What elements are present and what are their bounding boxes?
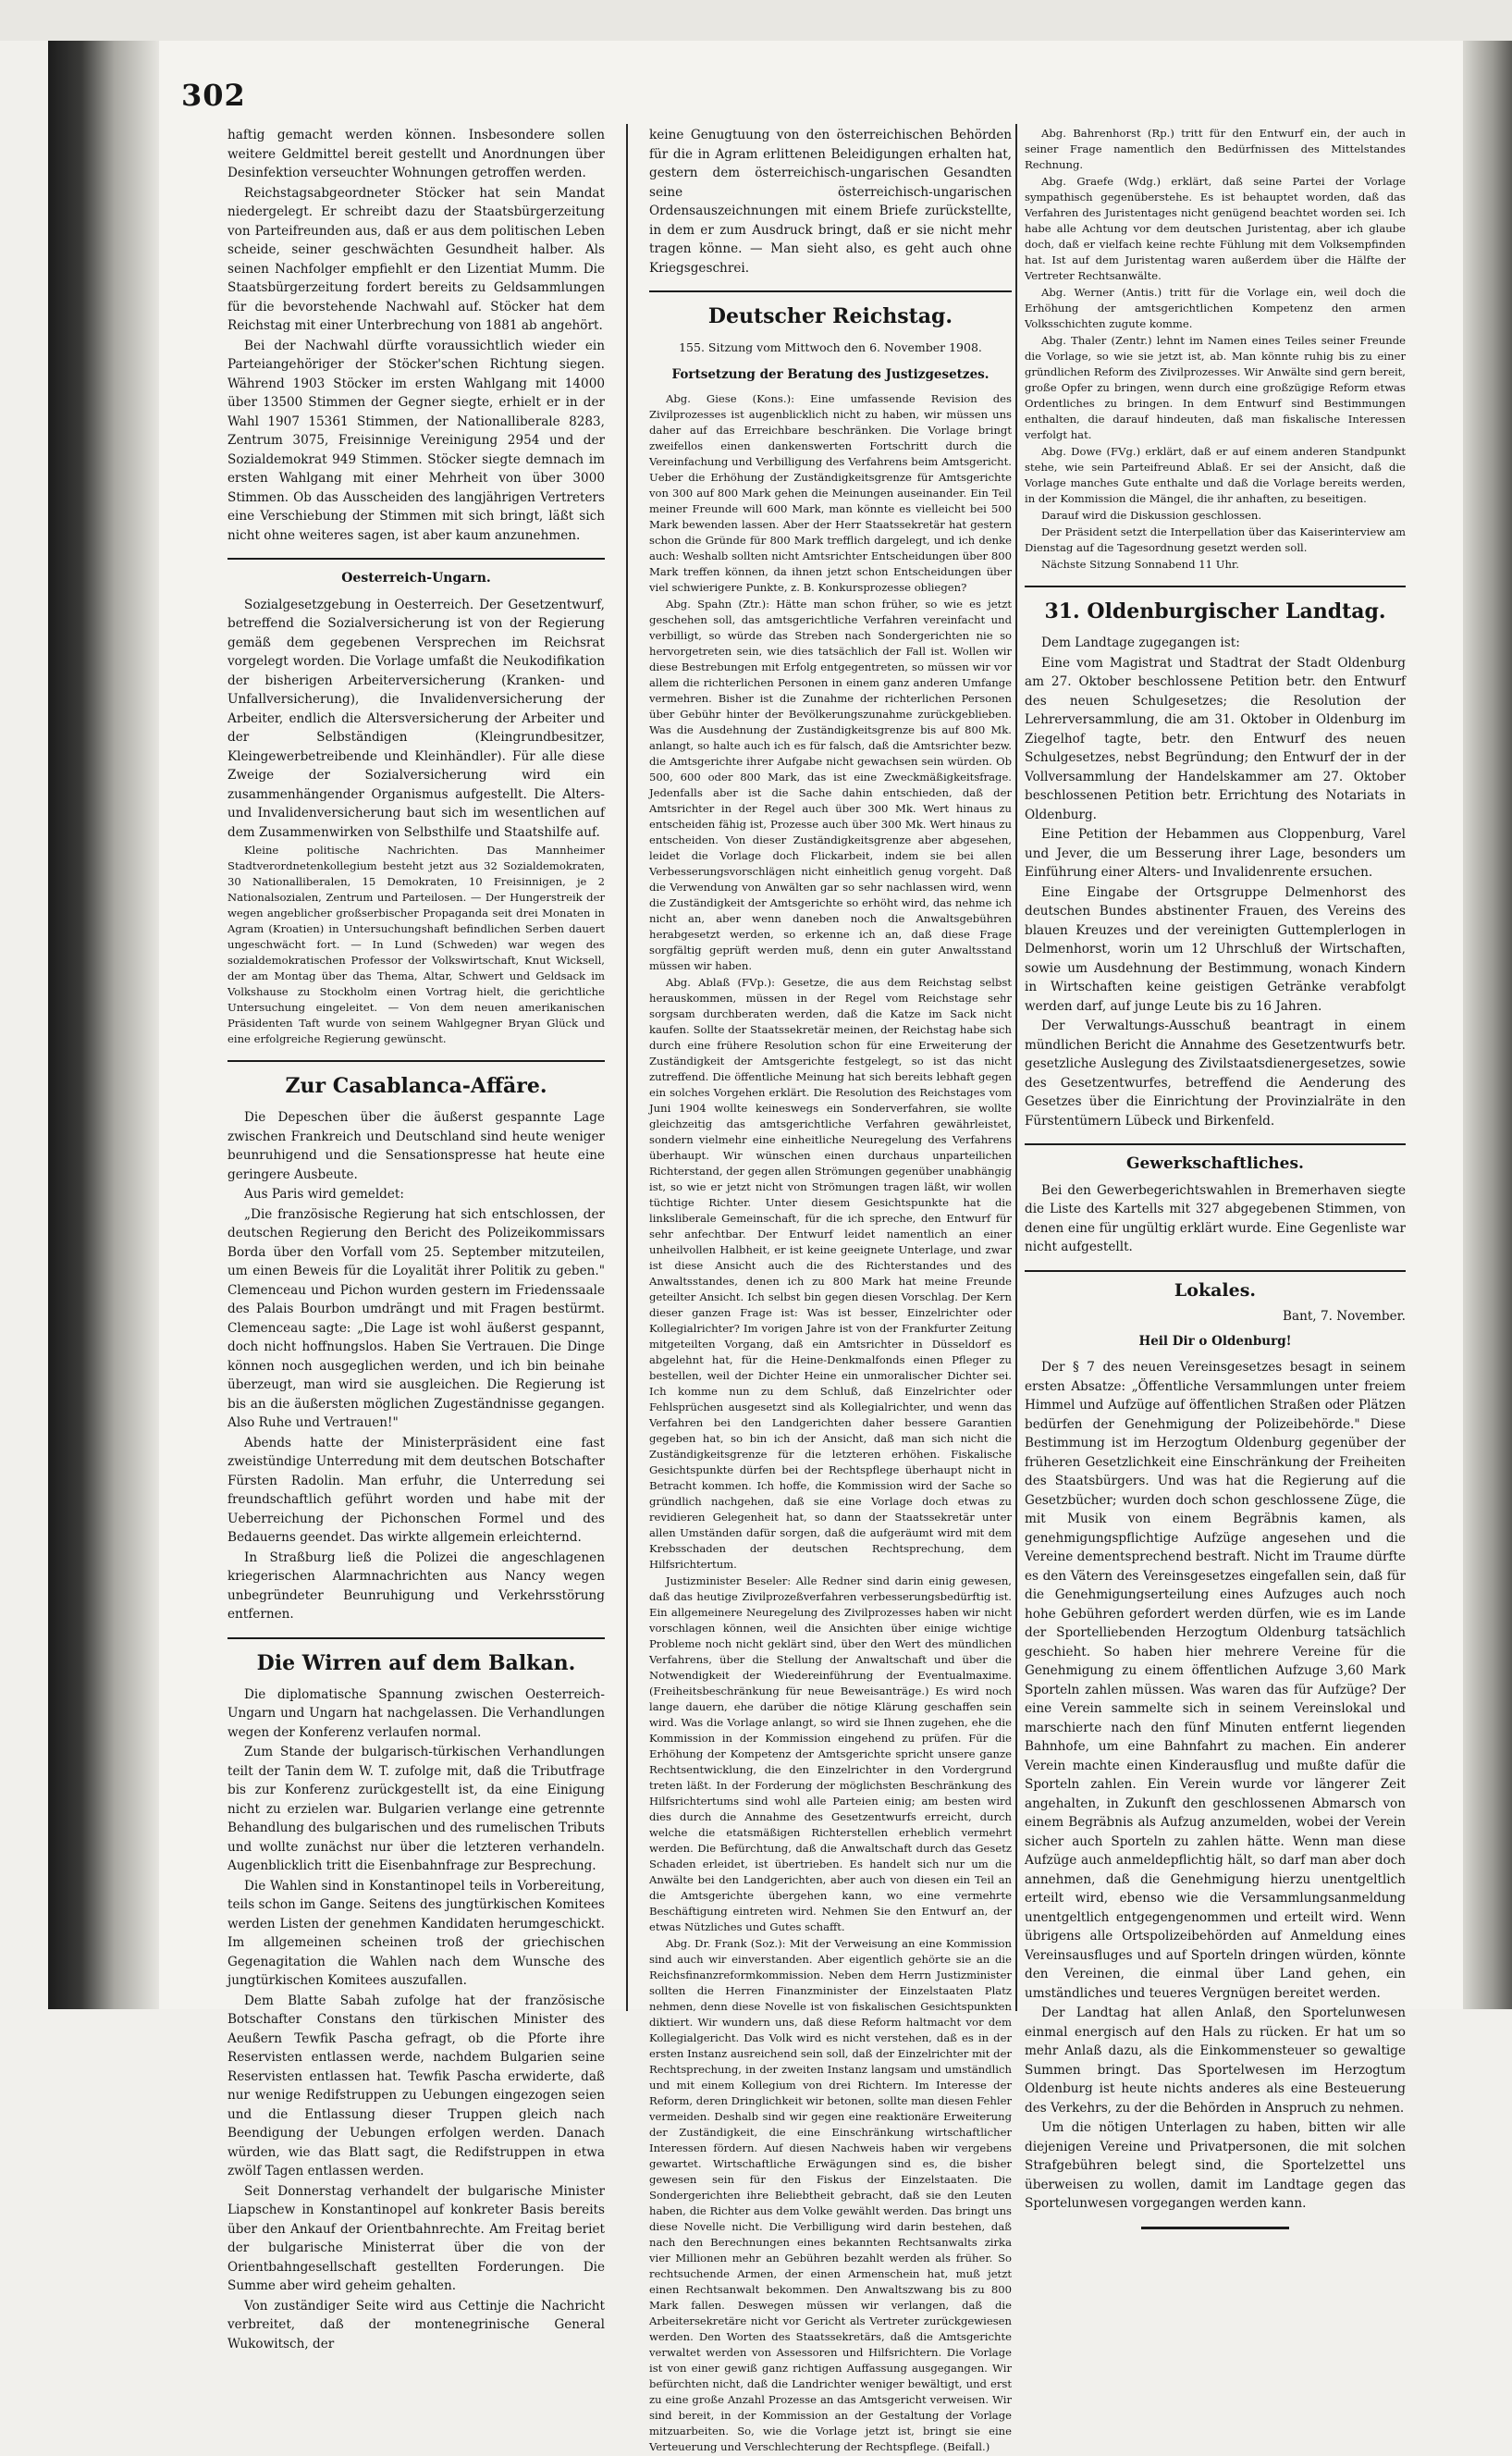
paragraph: keine Genugtuung von den österreichischen Behörden für die in Agram erlittenen Beleidigungen erhalten hat, gestern dem österreichisch-ungarischen Gesandten seine österreichisch-ungarischen Ordensauszeichnungen mit einem Briefe zurückstellte, in dem er zum Ausdruck bringt, daß er sie nicht mehr tragen könne. — Man sieht also, es geht auch ohne Kriegsgeschrei.: [649, 128, 1012, 276]
page-number: 302: [181, 78, 246, 113]
column-rule-2: [1015, 124, 1017, 2011]
paragraph: Eine vom Magistrat und Stadtrat der Stadt Oldenburg am 27. Oktober beschlossene Petition betr. den Entwurf des neuen Schulgesetzes; die Resolution der Lehrerversammlung, die am 31. Oktober in Oldenburg im Ziegelhof tagte, betr. den Entwurf des neuen Schulgesetzes, nebst Begründung; den Entwurf der in der Vollversammlung der Handelskammer am 27. Oktober beschlossenen Petition betr. Errichtung des Notariats in Oldenburg.: [1025, 655, 1406, 822]
paragraph: Abg. Giese (Kons.): Eine umfassende Revision des Zivilprozesses ist augenblicklich nicht zu haben, wir müssen uns daher auf das Erreichbare beschränken. Die Vorlage bringt zweifellos einen dankenswerten Fortschritt durch die Vereinfachung und Verbilligung des Verfahrens beim Amtsgericht. Ueber die Erhöhung der Zuständigkeitsgrenze für Amtsgerichte von 300 auf 800 Mark gehen die Meinungen auseinander. Ein Teil meiner Freunde will 600 Mark, man könnte es vielleicht bei 500 Mark bewenden lassen. Aber der Herr Staatssekretär hat gestern schon die Gründe für 800 Mark trefflich dargelegt, und ich denke auch: Weshalb sollten nicht Amtsrichter Entscheidungen über 800 Mark treffen können, da ihnen jetzt schon Entscheidungen über viel schwierigere Punkte, z. B. Konkursprozesse obliegen?: [649, 392, 1012, 594]
paragraph: Dem Blatte Sabah zufolge hat der französische Botschafter Constans den türkischen Minister des Aeußern Tewfik Pascha gefragt, ob die Pforte ihre Reservisten entlassen werde, nachdem Bulgarien seine Reservisten entlassen hat. Tewfik Pascha erwiderte, daß nur wenige Redifstruppen zu Uebungen eingezogen seien und die Entlassung dieser Truppen gleich nach Beendigung der Uebungen erfolgen werden. Danach würden, wie das Blatt sagt, die Redifstruppen in etwa zwölf Tagen entlassen werden.: [227, 1993, 605, 2178]
paragraph: Der Verwaltungs-Ausschuß beantragt in einem mündlichen Bericht die Annahme des Gesetzentwurfs betr. gesetzliche Auslegung des Zivilstaatsdienergesetzes, sowie des Gesetzentwurfes, betreffend die Aenderung des Gesetzes über die Einrichtung der Provinzialräte in den Fürstentümern Lübeck und Birkenfeld.: [1025, 1018, 1406, 1129]
paragraph: Aus Paris wird gemeldet:: [244, 1187, 404, 1202]
section-heading-lokales: Lokales.: [1174, 1279, 1257, 1301]
end-rule: [1141, 2227, 1289, 2229]
paragraph: Darauf wird die Diskussion geschlossen.: [1041, 509, 1262, 522]
subheading: Fortsetzung der Beratung des Justizgesetzes.: [671, 366, 990, 382]
scan-background: [0, 0, 1512, 41]
paragraph: Sozialgesetzgebung in Oesterreich. Der Gesetzentwurf, betreffend die Sozialversicherung ist von der Regierung gemäß dem gegebenen Versprechen im Reichsrat vorgelegt worden. Die Vorlage umfaßt die Neukodifikation der bisherigen Arbeiterversicherung (Kranken- und Unfallversicherung), die Invalidenversicherung der Arbeiter, endlich die Altersversicherung der Arbeiter und der Selbständigen (Kleingrundbesitzer, Kleingewerbetreibende und Kleinhändler). Für alle diese Zweige der Sozialversicherung wird ein zusammenhängender Organismus aufgestellt. Die Alters- und Invalidenversicherung baut sich im wesentlichen auf dem Zusammenwirken von Selbsthilfe und Staatshilfe auf.: [227, 597, 605, 840]
section-heading-austria: Oesterreich-Ungarn.: [341, 571, 491, 586]
paragraph: Die Wahlen sind in Konstantinopel teils in Vorbereitung, teils schon im Gange. Seitens des jungtürkischen Komitees werden Listen der genehmen Kandidaten herumgeschickt. Im allgemeinen scheinen troß der griechischen Gegenagitation die Wahlen nach dem Wunsche des jungtürkischen Komitees auszufallen.: [227, 1878, 606, 1988]
paragraph: „Die französische Regierung hat sich entschlossen, der deutschen Regierung den Bericht des Polizeikommissars Borda über den Vorfall vom 25. September mitzuteilen, um einen Beweis für die Loyalität ihrer Politik zu geben." Clemenceau und Pichon wurden gestern im Friedenssaale des Palais Bourbon umdrängt und mit Fragen bestürmt. Clemenceau sagte: „Die Lage ist wohl äußerst gespannt, doch nicht hoffnungslos. Haben Sie Vertrauen. Die Dinge können noch ausgeglichen werden, und ich bin beinahe überzeugt, man wird sie ausgleichen. Die Regierung ist bis an die äußersten möglichen Zugeständnisse gegangen. Also Ruhe und Vertrauen!": [227, 1206, 605, 1430]
paragraph: Bei der Nachwahl dürfte voraussichtlich wieder ein Parteiangehöriger der Stöcker'schen Richtung siegen. Während 1903 Stöcker im ersten Wahlgang mit 14000 über 13500 Stimmen der Gegner siegte, erhielt er in der Wahl 1907 15361 Stimmen, der Nationalliberale 8283, Zentrum 3075, Freisinnige Vereinigung 2954 und der Sozialdemokrat 949 Stimmen. Stöcker siegte demnach im ersten Wahlgang mit einer Mehrheit von über 3000 Stimmen. Ob das Ausscheiden des langjährigen Vertreters eine Verschiebung der Stimmen mit sich bringt, läßt sich nicht ohne weiteres sagen, ist aber kaum anzunehmen.: [227, 338, 605, 543]
section-heading-casablanca: Zur Casablanca-Affäre.: [285, 1074, 547, 1098]
paragraph: Seit Donnerstag verhandelt der bulgarische Minister Liapschew in Konstantinopel auf konkreter Basis bereits über den Ankauf der Orientbahnrechte. Am Freitag beriet der bulgarische Ministerrat über die von der Orientbahngesellschaft gestellten Forderungen. Die Summe aber wird geheim gehalten.: [227, 2183, 605, 2293]
paragraph: Eine Petition der Hebammen aus Cloppenburg, Varel und Jever, die um Besserung ihrer Lage, besonders um Einführung einer Alters- und Invalidenrente ersuchen.: [1025, 827, 1406, 880]
paragraph: In Straßburg ließ die Polizei die angeschlagenen kriegerischen Alarmnachrichten aus Nancy wegen unbegründeter Beunruhigung und Verkehrsstörung entfernen.: [227, 1549, 605, 1622]
paragraph: Abg. Thaler (Zentr.) lehnt im Namen eines Teiles seiner Freunde die Vorlage, so wie sie jetzt ist, ab. Man könnte ruhig bis zu einer gründlichen Reform des Zivilprozesses. Wir Anwälte sind gern bereit, große Opfer zu bringen, wenn durch eine großzügige Reform etwas Ordentliches zu bringen. In dem Entwurf sind Bestimmungen enthalten, die darauf hindeuten, daß man fiskalische Interessen verfolgt hat.: [1025, 334, 1406, 441]
paragraph: Um die nötigen Unterlagen zu haben, bitten wir alle diejenigen Vereine und Privatpersonen, die mit solchen Strafgebühren belegt sind, die Sportelzettel uns überweisen zu wollen, damit im Landtage gegen das Sportelunwesen vorgegangen werden kann.: [1025, 2120, 1406, 2211]
paragraph: Zum Stande der bulgarisch-türkischen Verhandlungen teilt der Tanin dem W. T. zufolge mit, daß die Tributfrage bis zur Konferenz zurückgestellt ist, da eine Einigung nicht zu erzielen war. Bulgarien verlange eine getrennte Behandlung des bulgarischen und des rumelischen Tributs und wollte zunächst nur über die letzteren verhandeln. Augenblicklich tritt die Eisenbahnfrage zur Besprechung.: [227, 1745, 605, 1873]
paragraph: Eine Eingabe der Ortsgruppe Delmenhorst des deutschen Bundes abstinenter Frauen, des Vereins des blauen Kreuzes und der vereinigten Guttemplerlogen in Delmenhorst, worin um 12 Uhrschluß der Wirtschaften, sowie um Ausdehnung der Bestimmung, wonach Kindern in Wirtschaften keine geistigen Getränke verabfolgt werden darf, auf junge Leute bis zu 16 Jahren.: [1025, 884, 1406, 1014]
paragraph: Abg. Spahn (Ztr.): Hätte man schon früher, so wie es jetzt geschehen soll, das amtsgerichtliche Verfahren vereinfacht und verbilligt, so würde das Streben nach Sondergerichten nie so hervorgetreten sein, wie dies tatsächlich der Fall ist. Wollen wir diese Bestrebungen mit Erfolg entgegentreten, so müssen wir vor allem die richterlichen Personen in einem ganz anderen Umfange vermehren. Bisher ist die Zunahme der richterlichen Personen über Gebühr hinter der Bevölkerungszunahme zurückgeblieben. Was die Ausdehnung der Zuständigkeitsgrenze bis auf 800 Mk. anlangt, so halte auch ich es für falsch, daß die Amtsrichter bezw. die Amtsgerichte ihrer Aufgabe nicht gewachsen sein würden. Ob 500, 600 oder 800 Mark, das ist eine Zweckmäßigkeitsfrage. Jedenfalls aber ist die Sache dahin entschieden, daß der Amtsrichter in der Regel auch über 300 Mk. Wert hinaus zu entscheiden fähig ist, Prozesse auch über 300 Mk. Wert hinaus zu entscheiden. Von dieser Zuständigkeitsgrenze aber abgesehen, leidet die Vorlage doch Flickarbeit, indem sie bei allen Verbesserungsvorschlägen nicht einheitlich genug vorgeht. Daß die Verwendung von Anwälten gar so sehr nachlassen wird, wenn die Zuständigkeit der Amtsgerichte so erhöht wird, das nehme ich nicht an, aber wenn daneben noch die Anwaltsgebühren herabgesetzt werden, so erkenne ich an, daß diese Frage sorgfältig geprüft werden muß, denn ein guter Anwaltsstand müssen wir haben.: [649, 598, 1012, 972]
section-divider: [1025, 586, 1406, 587]
column-rule-1: [626, 124, 628, 2011]
paragraph: Der § 7 des neuen Vereinsgesetzes besagt in seinem ersten Absatze: „Öffentliche Versammlungen unter freiem Himmel und Aufzüge auf öffentlichen Straßen oder Plätzen bedürfen der Genehmigung der Polizeibehörde." Diese Bestimmung ist im Herzogtum Oldenburg gegenüber der früheren Gesetzlichkeit eine Einschränkung der Freiheiten des Staatsbürgers. Und was hat die Regierung auf die Gesetzbücher; wurden doch schon geschlossene Züge, die mit Musik von einem Begräbnis kamen, als genehmigungspflichtige Aufzüge angesehen und die Vereine dementsprechend bestraft. Nicht im Traume dürfte es den Vätern des Vereinsgesetzes eingefallen sein, daß für die Genehmigungserteilung eines Aufzuges auch noch hohe Gebühren gefordert werden dürfen, wie es im Lande der Sportelliebenden Herzogtum Oldenburg tatsächlich geschieht. So haben hier mehrere Vereine für die Genehmigung zu einem öffentlichen Aufzuge 3,60 Mark Sporteln zahlen müssen. Was waren das für Aufzüge? Der eine Verein sammelte sich in seinem Vereinslokal und marschierte nach den fünf Minuten entfernt liegenden Bahnhofe, um eine Bahnfahrt zu machen. Ein anderer Verein machte einen Kinderausflug und mußte dafür die Sporteln zahlen. Ein Verein wurde vor längerer Zeit angehalten, in Zukunft den geschlossenen Abmarsch von einem Begräbnis als Aufzug anzumelden, wobei der Verein sicher auch Sporteln zu zahlen hätte. Wenn man diese Aufzüge auch anmeldepflichtig hält, so darf man aber doch annehmen, daß die Genehmigung hierzu unentgeltlich erteilt wird, ebenso wie die Versammlungsanmeldung unentgeltlich entgegengenommen und erteilt wird. Wenn übrigens alle Ortspolizeibehörden auf Anmeldung eines Vereinsausfluges und auf Sporteln dringen würden, könnte den Vereinen, die einmal über Land gehen, ein umständliches und teueres Vergnügen bereitet werden.: [1025, 1360, 1406, 2001]
paragraph: Die diplomatische Spannung zwischen Oesterreich-Ungarn und Ungarn hat nachgelassen. Die Verhandlungen wegen der Konferenz verlaufen normal.: [227, 1686, 605, 1740]
paragraph: Abg. Dr. Frank (Soz.): Mit der Verweisung an eine Kommission sind auch wir einverstanden. Aber eigentlich gehörte sie an die Reichsfinanzreformkommission. Neben dem Herrn Justizminister sollten die Herren Finanzminister der Einzelstaaten Platz nehmen, denn diese Novelle ist von fiskalischen Gesichtspunkten diktiert. Wir wundern uns, daß diese Reform haltmacht vor dem Kollegialgericht. Das Volk wird es nicht verstehen, daß es in der ersten Instanz ausreichend sein soll, daß der Einzelrichter mit der Rechtsprechung, in der zweiten Instanz langsam und umständlich und mit einem Kollegium von drei Richtern. Im Interesse der Reform, deren Dringlichkeit wir betonen, sollte man diesen Fehler vermeiden. Deshalb sind wir gegen eine reaktionäre Erweiterung der Zuständigkeit, die eine Einschränkung wirtschaftlicher Interessen fördern. Auf diesen Nachweis haben wir vergebens gewartet. Wirtschaftliche Erwägungen sind es, die bisher gewesen sein für den Fiskus der Einzelstaaten. Die Sondergerichten ihre Beliebtheit gebracht, daß sie den Leuten haben, die Richter aus dem Volke gewählt werden. Das bringt uns diese Novelle nicht. Die Verbilligung wird darin bestehen, daß nach den Berechnungen eines bekannten Rechtsanwalts zirka vier Millionen mehr an Gebühren bezahlt werden als früher. So rechtsuchende Armen, der einen Armenschein hat, muß jetzt einen Rechtsanwalt bekommen. Den Anwaltszwang bis zu 800 Mark fallen. Deswegen müssen wir verlangen, daß die Arbeitersekretäre nicht vor Gericht als Vertreter zurückgewiesen werden. Den Worten des Staatssekretärs, daß die Amtsgerichte verwaltet werden von Assessoren und Hilfsrichtern. Die Vorlage ist von einer gewiß ganz richtigen Auffassung ausgegangen. Wir befürchten nicht, daß die Landrichter weniger bewältigt, und erst zu eine große Anzahl Prozesse an das Amtsgericht verweisen. Wir sind bereit, in der Kommission an der Gestaltung der Vorlage mitzuarbeiten. So, wie die Vorlage jetzt ist, bringt sie eine Verteuerung und Verschlechterung der Rechtspflege. (Beifall.): [649, 1937, 1012, 2453]
section-heading-landtag: 31. Oldenburgischer Landtag.: [1044, 599, 1386, 623]
section-divider: [227, 1637, 605, 1639]
section-divider: [649, 290, 1012, 292]
paragraph: Abends hatte der Ministerpräsident eine fast zweistündige Unterredung mit dem deutschen Botschafter Fürsten Radolin. Man erfuhr, die Unterredung sei freundschaftlich geführt worden und habe mit der Ueberreichung der Pichonschen Formel und des Bedauerns geendet. Das wirkte allgemein erleichternd.: [227, 1435, 605, 1545]
paragraph: Abg. Bahrenhorst (Rp.) tritt für den Entwurf ein, der auch in seiner Frage namentlich den Bedürfnissen des Mittelstandes Rechnung.: [1025, 127, 1406, 171]
paragraph: Die Depeschen über die äußerst gespannte Lage zwischen Frankreich und Deutschland sind heute weniger beunruhigend und die Sensationspresse hat heute eine geringere Ausbeute.: [227, 1110, 605, 1182]
section-heading-gewerkschaftliches: Gewerkschaftliches.: [1126, 1154, 1304, 1173]
session-line: 155. Sitzung vom Mittwoch den 6. November 1908.: [679, 340, 982, 354]
paragraph: Justizminister Beseler: Alle Redner sind darin einig gewesen, daß das heutige Zivilprozeßverfahren verbesserungsbedürftig ist. Ein allgemeinere Neuregelung des Zivilprozesses haben wir nicht vorschlagen können, weil die Ansichten über einige wichtige Probleme noch nicht geklärt sind, über den Wert des mündlichen Verfahrens, über die Stellung der Anwaltschaft und über die Notwendigkeit der Wiedereinführung der Eventualmaxime. (Freiheitsbeschränkung für neue Beweisanträge.) Es wird noch lange dauern, ehe darüber die nötige Klärung geschaffen sein wird. Was die Vorlage anlangt, so wird sie Ihnen zugehen, ehe die Kommission in der Kommission eingehend zu prüfen. Für die Erhöhung der Kompetenz der Amtsgerichte spricht unsere ganze Rechtsentwicklung, die den Einzelrichter in den Vordergrund treten läßt. In der Forderung der möglichsten Beschränkung des Hilfsrichtertums sind wohl alle Parteien einig; am besten wird dies durch die Annahme des Gesetzentwurfs erreicht, durch welche die etatsmäßigen Richterstellen erheblich vermehrt werden. Die Befürchtung, daß die Anwaltschaft durch das Gesetz Schaden erleidet, ist übertrieben. Es handelt sich nur um die Anwälte bei den Landgerichten, aber auch von diesen ein Teil an die Amtsgerichte übergehen kann, wo eine vermehrte Beschäftigung eintreten wird. Nehmen Sie den Entwurf an, der etwas Nützliches und Gutes schafft.: [649, 1574, 1012, 1933]
column-3: [1025, 126, 1406, 2229]
column-2: [649, 126, 1012, 2456]
subheading: Heil Dir o Oldenburg!: [1138, 1333, 1292, 1349]
section-divider: [227, 558, 605, 560]
paragraph: Nächste Sitzung Sonnabend 11 Uhr.: [1041, 558, 1239, 571]
paragraph: Der Präsident setzt die Interpellation über das Kaiserinterview am Dienstag auf die Tagesordnung gesetzt werden soll.: [1025, 525, 1406, 554]
section-divider: [1025, 1270, 1406, 1272]
section-divider: [227, 1060, 605, 1062]
paragraph: Abg. Ablaß (FVp.): Gesetze, die aus dem Reichstag selbst herauskommen, müssen in der Regel vom Reichstage sehr sorgsam durchberaten werden, daß die Katze im Sack nicht kaufen. Sollte der Staatssekretär meinen, der Reichstag habe sich durch eine frühere Resolution schon für eine Erweiterung der Zuständigkeit der Amtsgerichte festgelegt, so ist das nicht zutreffend. Die öffentliche Meinung hat sich bereits lebhaft gegen ein solches Vorgehen erklärt. Die Resolution des Reichstages vom Juni 1904 wollte keineswegs ein Sonderverfahren, sie wollte gleichzeitig das amtsgerichtliche Verfahren gewährleistet, sondern vielmehr eine einheitliche Neuregelung des Verfahrens überhaupt. Wir wünschen einen durchaus unparteilichen Richterstand, der gegen allen Strömungen gegenüber unabhängig ist, so wie er jetzt nicht von Strömungen tragen läßt, wir wollen tüchtige Richter. Unter diesem Gesichtspunkte hat die linksliberale Gemeinschaft, für die ich spreche, den Entwurf für sehr anfechtbar. Der Entwurf leidet namentlich an einer unheilvollen Halbheit, er ist keine geeignete Unterlage, und zwar ist diese Ansicht auch die des Richterstandes und des Anwaltsstandes, denen ich zu 800 Mark hat meine Freunde geteilter Ansicht. Ich selbst bin gegen diesen Vorschlag. Der Kern dieser ganzen Frage ist: Was ist besser, Einzelrichter oder Kollegialrichter? Im vorigen Jahre ist von der Frankfurter Zeitung mitgeteilten Vorgang, daß ein Amtsrichter in Düsseldorf es abgelehnt hat, für die Heine-Denkmalfonds einen Pfleger zu bestellen, weil der Dichter Heine ein unmoralischer Dichter sei. Ich komme nun zu dem Schluß, daß Einzelrichter oder Fehlsprüchen ausgesetzt sind als Kollegialrichter, und wenn das Verfahren bei den Landgerichten daher bessere Garantien gegeben hat, so bin ich der Ansicht, daß man sich nicht die Zuständigkeitsgrenze für die letzteren erhöhen. Fiskalische Gesichtspunkte dürfen bei der Rechtspflege überhaupt nicht in Betracht kommen. Ich hoffe, die Kommission wird der Sache so gründlich nachgehen, daß sie eine Vorlage doch etwas zu revidieren Gelegenheit hat, so dann der Staatssekretär unter allen Umständen dafür sorgen, daß die aufgeräumt wird mit dem Krebsschaden der deutschen Rechtsprechung, dem Hilfsrichtertum.: [649, 976, 1012, 1571]
paragraph: Dem Landtage zugegangen ist:: [1041, 636, 1240, 650]
section-heading-reichstag: Deutscher Reichstag.: [707, 304, 953, 328]
section-divider: [1025, 1143, 1406, 1145]
book-binding: [48, 41, 159, 2009]
paragraph: Reichstagsabgeordneter Stöcker hat sein Mandat niedergelegt. Er schreibt dazu der Staatsbürgerzeitung von Parteifreunden aus, daß er aus dem politischen Leben scheide, seiner geschwächten Gesundheit halber. Als seinen Nachfolger empfiehlt er den Lizentiat Mumm. Die Staatsbürgerzeitung fordert bereits zu Geldsammlungen für die bevorstehende Nachwahl auf. Stöcker hat dem Reichstag mit einer Unterbrechung von 1881 ab angehört.: [227, 185, 605, 333]
paragraph: Abg. Werner (Antis.) tritt für die Vorlage ein, weil doch die Erhöhung der amtsgerichtlichen Kompetenz den armen Volksschichten zugute komme.: [1025, 286, 1406, 330]
paragraph: Abg. Graefe (Wdg.) erklärt, daß seine Partei der Vorlage sympathisch gegenüberstehe. Es ist behauptet worden, daß das Verfahren des Juristentages nicht genügend beachtet worden sei. Ich habe alle Achtung vor dem deutschen Juristentag, aber ich glaube doch, daß er vielfach keine rechte Fühlung mit dem Volksempfinden hat. Ist auf dem Juristentag waren außerdem über die Hälfte der Vertreter Rechtsanwälte.: [1025, 175, 1406, 282]
paragraph: Abg. Dowe (FVg.) erklärt, daß er auf einem anderen Standpunkt stehe, wie sein Parteifreund Ablaß. Er sei der Ansicht, daß die Vorlage manches Gute enthalte und daß die Vorlage bereits werden, in der Kommission die Mängel, die ihr anhaften, zu beseitigen.: [1025, 445, 1406, 505]
page-edge: [1463, 41, 1512, 2009]
dateline: Bant, 7. November.: [1282, 1309, 1406, 1324]
section-heading-balkan: Die Wirren auf dem Balkan.: [256, 1650, 576, 1675]
paragraph: Der Landtag hat allen Anlaß, den Sportelunwesen einmal energisch auf den Hals zu rücken. Er hat um so mehr Anlaß dazu, als die Einkommensteuer so gewaltige Summen bringt. Das Sportelwesen im Herzogtum Oldenburg ist heute nichts anderes als eine Besteuerung des Verkehrs, zu der die Behörden in Anspruch zu nehmen.: [1025, 2006, 1406, 2116]
paragraph: Von zuständiger Seite wird aus Cettinje die Nachricht verbreitet, daß der montenegrinische General Wukowitsch, der: [227, 2298, 605, 2351]
paragraph: Bei den Gewerbegerichtswahlen in Bremerhaven siegte die Liste des Kartells mit 327 abgegebenen Stimmen, von denen eine für ungültig erklärt wurde. Eine Gegenliste war nicht aufgestellt.: [1025, 1182, 1406, 1254]
paragraph: Kleine politische Nachrichten. Das Mannheimer Stadtverordnetenkollegium besteht jetzt aus 32 Sozialdemokraten, 30 Nationalliberalen, 15 Demokraten, 10 Freisinnigen, je 2 Nationalsozialen, Zentrum und Parteilosen. — Der Hungerstreik der wegen angeblicher großserbischer Propaganda seit drei Monaten in Agram (Kroatien) in Untersuchungshaft befindlichen Serben dauert ungeschwächt fort. — In Lund (Schweden) war wegen des sozialdemokratischen Professor der Volkswirtschaft, Knut Wicksell, der am Montag über das Thema, Altar, Schwert und Geldsack im Volkshause zu Stockholm einen Vortrag hielt, die gerichtliche Untersuchung eingeleitet. — Von dem neuen amerikanischen Präsidenten Taft wurde von seinem Wahlgegner Bryan Glück und eine erfolgreiche Regierung gewünscht.: [227, 844, 605, 1045]
column-1: [227, 126, 605, 2354]
paragraph: haftig gemacht werden können. Insbesondere sollen weitere Geldmittel bereit gestellt und Anordnungen über Desinfektion verseuchter Wohnungen getroffen werden.: [227, 128, 605, 180]
